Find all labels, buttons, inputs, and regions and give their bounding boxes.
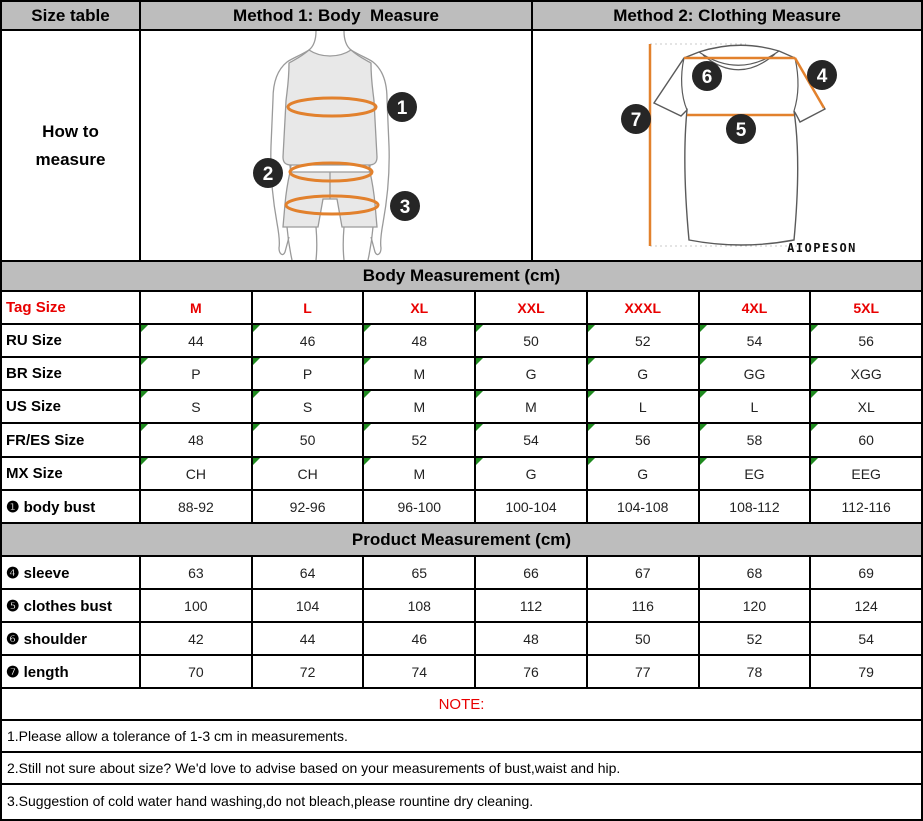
- brand-label: AIOPESON: [787, 241, 857, 255]
- size-cell: 74: [364, 656, 476, 687]
- size-cell: 44: [141, 325, 253, 356]
- marker-1-bust: 1: [396, 98, 408, 119]
- note-row-3: [2, 785, 921, 817]
- size-cell: 54: [700, 325, 812, 356]
- how-to-measure-label: How to measure: [35, 122, 106, 169]
- size-cell: S: [253, 391, 365, 422]
- size-cell: 100-104: [476, 491, 588, 522]
- size-cell: 108: [364, 590, 476, 621]
- size-cell: 46: [253, 325, 365, 356]
- row-label: US Size: [2, 391, 141, 422]
- row-label: ❺ clothes bust: [2, 590, 141, 621]
- size-cell: 5XL: [853, 299, 880, 316]
- product-measurement-title-text: Product Measurement (cm): [351, 529, 572, 549]
- size-cell: 79: [858, 663, 874, 680]
- size-cell: 112: [476, 590, 588, 621]
- row-label: FR/ES Size: [2, 424, 141, 456]
- size-cell: 42: [141, 623, 253, 654]
- size-cell: 60: [811, 424, 921, 456]
- size-cell: 77: [588, 656, 700, 687]
- size-cell: 64: [253, 557, 365, 588]
- marker-5-bust: 5: [735, 120, 747, 141]
- size-cell: 50: [476, 325, 588, 356]
- size-cell: G: [588, 458, 700, 489]
- size-cell: 70: [141, 656, 253, 687]
- size-cell: 54: [476, 424, 588, 456]
- size-cell: 68: [700, 557, 812, 588]
- size-cell: M: [364, 358, 476, 389]
- size-cell: G: [588, 358, 700, 389]
- row-clothes-bust: [2, 590, 921, 623]
- size-cell: 88-92: [141, 491, 253, 522]
- size-cell: 116: [588, 590, 700, 621]
- note-row-1: [2, 721, 921, 753]
- size-cell: 48: [364, 325, 476, 356]
- size-cell: 124: [854, 597, 878, 614]
- size-cell: 4XL: [700, 292, 812, 323]
- size-cell: M: [141, 292, 253, 323]
- product-measurement-title: [2, 524, 921, 557]
- row-ru-size: [2, 325, 921, 358]
- size-cell: 69: [858, 564, 874, 581]
- size-cell: 46: [364, 623, 476, 654]
- row-sleeve: [2, 557, 921, 590]
- size-cell: 44: [253, 623, 365, 654]
- row-length: [2, 656, 921, 689]
- size-cell: 78: [700, 656, 812, 687]
- how-to-measure-cell: [2, 31, 141, 260]
- size-cell: L: [588, 391, 700, 422]
- size-cell: 48: [141, 424, 253, 456]
- size-cell: 67: [588, 557, 700, 588]
- note-row-2: [2, 753, 921, 785]
- marker-3-hip: 3: [399, 197, 411, 218]
- size-cell: XXL: [476, 292, 588, 323]
- size-cell: M: [476, 391, 588, 422]
- size-cell: G: [476, 458, 588, 489]
- size-cell: 52: [700, 623, 812, 654]
- size-cell: EEG: [811, 458, 921, 489]
- size-cell: L: [253, 292, 365, 323]
- note-title: NOTE:: [438, 695, 485, 713]
- row-mx-size: [2, 458, 921, 491]
- size-cell: 48: [476, 623, 588, 654]
- size-cell: 92-96: [253, 491, 365, 522]
- size-cell: L: [700, 391, 812, 422]
- size-cell: 52: [588, 325, 700, 356]
- size-cell: 56: [811, 325, 921, 356]
- size-cell: CH: [141, 458, 253, 489]
- row-us-size: [2, 391, 921, 424]
- size-cell: P: [141, 358, 253, 389]
- tshirt-figure-illustration: [533, 31, 921, 260]
- size-cell: 50: [588, 623, 700, 654]
- size-cell: 63: [141, 557, 253, 588]
- size-cell: M: [364, 458, 476, 489]
- size-cell: 96-100: [364, 491, 476, 522]
- body-measurement-title-text: Body Measurement (cm): [362, 266, 561, 285]
- figures-row: [2, 31, 921, 262]
- row-label: MX Size: [2, 458, 141, 489]
- row-label: BR Size: [2, 358, 141, 389]
- size-cell: 108-112: [700, 491, 812, 522]
- note-text: 1.Please allow a tolerance of 1-3 cm in measurements.: [7, 728, 348, 744]
- size-cell: 66: [476, 557, 588, 588]
- header-method1: Method 1: Body Measure: [141, 2, 533, 29]
- size-cell: 100: [141, 590, 253, 621]
- row-label: ❼ length: [2, 656, 141, 687]
- size-cell: 54: [858, 630, 874, 647]
- row-tag-size: [2, 292, 921, 325]
- size-cell: CH: [253, 458, 365, 489]
- row-label: Tag Size: [2, 292, 141, 323]
- header-row: [2, 2, 921, 31]
- marker-6-shoulder: 6: [701, 67, 713, 88]
- size-cell: XL: [811, 391, 921, 422]
- note-text: 2.Still not sure about size? We'd love to advise based on your measurements of bust,waist and hip.: [7, 760, 621, 776]
- size-cell: 65: [364, 557, 476, 588]
- body-measurement-title: [2, 262, 921, 292]
- marker-7-length: 7: [630, 110, 642, 131]
- header-method2: Method 2: Clothing Measure: [533, 2, 921, 29]
- size-cell: XGG: [811, 358, 921, 389]
- row-label: ❹ sleeve: [2, 557, 141, 588]
- size-cell: 76: [476, 656, 588, 687]
- row-body-bust: [2, 491, 921, 524]
- marker-2-waist: 2: [262, 164, 274, 185]
- row-br-size: [2, 358, 921, 391]
- body-figure-illustration: [141, 31, 531, 260]
- note-header-row: [2, 689, 921, 721]
- size-cell: M: [364, 391, 476, 422]
- size-cell: GG: [700, 358, 812, 389]
- size-cell: 50: [253, 424, 365, 456]
- clothing-measure-figure: [533, 31, 921, 260]
- row-label: RU Size: [2, 325, 141, 356]
- header-size-table: Size table: [2, 2, 141, 29]
- size-cell: 112-116: [841, 498, 891, 515]
- size-cell: XL: [364, 292, 476, 323]
- size-cell: XXXL: [588, 292, 700, 323]
- size-cell: P: [253, 358, 365, 389]
- marker-4-sleeve: 4: [816, 66, 828, 87]
- row-fres-size: [2, 424, 921, 458]
- row-label: ❻ shoulder: [2, 623, 141, 654]
- size-cell: 52: [364, 424, 476, 456]
- size-cell: 104: [253, 590, 365, 621]
- size-cell: 120: [700, 590, 812, 621]
- size-cell: 72: [253, 656, 365, 687]
- size-cell: G: [476, 358, 588, 389]
- row-shoulder: [2, 623, 921, 656]
- size-cell: EG: [700, 458, 812, 489]
- body-measure-figure: [141, 31, 533, 260]
- size-cell: 58: [700, 424, 812, 456]
- size-cell: 104-108: [588, 491, 700, 522]
- size-cell: S: [141, 391, 253, 422]
- note-text: 3.Suggestion of cold water hand washing,do not bleach,please rountine dry cleaning.: [7, 793, 534, 809]
- size-cell: 56: [588, 424, 700, 456]
- row-label: ❶ body bust: [2, 491, 141, 522]
